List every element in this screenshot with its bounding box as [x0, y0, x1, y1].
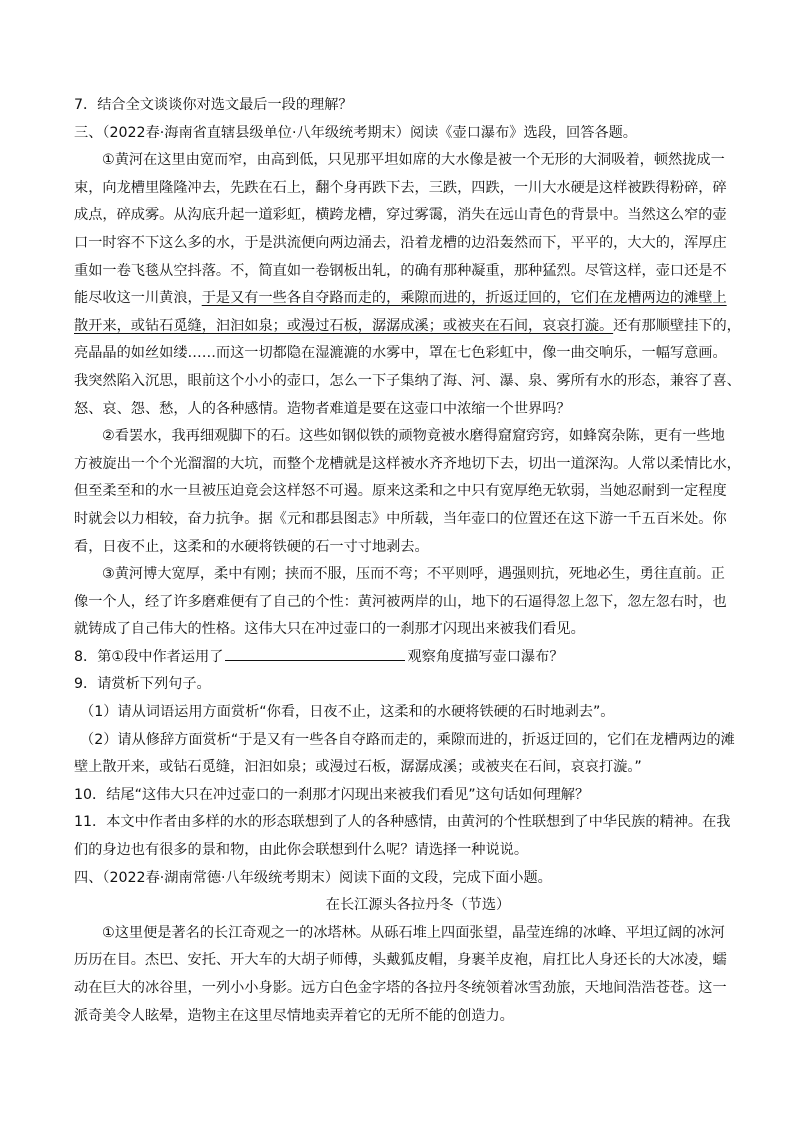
- paragraph-1-line: 亮晶晶的如丝如缕……而这一切都隐在湿漉漉的水雾中，罩在七色彩虹中，像一曲交响乐，一幅写意画。: [74, 345, 727, 362]
- passage-hukou-waterfall: [74, 147, 741, 644]
- underlined-sentence: 于是又有一些各自夺路而走的，乘隙而进的，折返迂回的，它们在龙槽两边的滩壁上: [201, 290, 727, 307]
- paragraph-1-line: [74, 285, 732, 313]
- question-8-prefix: 8．第①段中作者运用了: [74, 648, 224, 665]
- paragraph-1-line: ①黄河在这里由宽而窄，由高到低，只见那平坦如席的大水像是被一个无形的大洞吸着，顿然拢成一: [102, 152, 725, 169]
- paragraph-2-line: 但至柔至和的水一旦被压迫竟会这样怒不可遏。原来这柔和之中只有宽厚绝无软弱，当她忍耐到一定程度: [74, 483, 727, 500]
- question-10: 10．结尾“这伟大只在冲过壶口的一刹那才闪现出来被我们看见”这句话如何理解？: [74, 786, 590, 803]
- question-9: 9．请赏析下列句子。: [74, 676, 211, 693]
- paragraph-2-line: 看，日夜不止，这柔和的水硬将铁硬的石一寸寸地剥去。: [74, 538, 429, 555]
- paragraph-1-line: 成点，碎成雾。从沟底升起一道彩虹，横跨龙槽，穿过雾霭，消失在远山青色的背景中。当然这么窄的壶: [74, 207, 727, 224]
- plain-text: 还有那顺壁挂下的，: [613, 317, 741, 334]
- paragraph-3-line: 就铸成了自己伟大的性格。这伟大只在冲过壶口的一刹那才闪现出来被我们看见。: [74, 621, 585, 638]
- paragraph-3-line: ③黄河博大宽厚，柔中有刚；挟而不服，压而不弯；不平则呼，遇强则抗，死地必生，勇往直前。正: [102, 566, 725, 583]
- paragraph-1-line: [74, 313, 741, 341]
- plain-text: 能尽收这一川黄浪，: [74, 290, 202, 307]
- question-7: 7．结合全文谈谈你对选文最后一段的理解？: [74, 97, 353, 113]
- question-8-suffix: 观察角度描写壶口瀑布？: [407, 648, 564, 665]
- section-4-line: 历历在目。杰巴、安托、开大车的大胡子师傅，头戴狐皮帽，身裹羊皮袍，肩扛比人身还长的大冰凌，蠕: [74, 952, 727, 969]
- section-4-line: 动在巨大的冰谷里，一列小小身影。远方白色金字塔的各拉丹冬统领着冰雪劲旅，天地间浩浩苍苍。这一: [74, 980, 727, 996]
- paragraph-1-line: 口一时容不下这么多的水，于是洪流便向两边涌去，沿着龙槽的边沿轰然而下，平平的，大大的，浑厚庄: [74, 234, 727, 251]
- underlined-sentence: 散开来，或钻石觅缝，汩汩如泉；或漫过石板，潺潺成溪；或被夹在石间，哀哀打漩。: [74, 317, 614, 334]
- paragraph-3-line: 像一个人，经了许多磨难便有了自己的个性：黄河被两岸的山，地下的石逼得忽上忽下，忽左忽右时，也: [74, 593, 727, 610]
- answer-blank[interactable]: [225, 646, 405, 661]
- question-11: 11．本文中作者由多样的水的形态联想到了人的各种感情，由黄河的个性联想到了中华民族的精神。在我: [74, 814, 731, 831]
- question-8: [74, 644, 732, 672]
- question-9-2-cont: 壁上散开来，或钻石觅缝，汩汩如泉；或漫过石板，潺潺成溪；或被夹在石间，哀哀打漩。”: [74, 759, 642, 776]
- question-9-2: （2）请从修辞方面赏析“于是又有一些各自夺路而走的，乘隙而进的，折返迂回的，它们在龙槽两边的滩: [80, 731, 735, 748]
- question-9-1: （1）请从词语运用方面赏析“你看，日夜不止，这柔和的水硬将铁硬的石时地剥去”。: [80, 704, 615, 721]
- paragraph-2-line: 时就会以力相较，奋力抗争。据《元和郡县图志》中所载，当年壶口的位置还在这下游一千五百米处。你: [74, 510, 727, 527]
- paragraph-1-line: 怒、哀、怨、愁，人的各种感情。造物者难道是要在这壶口中浓缩一个世界吗？: [74, 400, 571, 417]
- paragraph-1-line: 束，向龙槽里隆隆冲去，先跌在石上，翻个身再跌下去，三跌，四跌，一川大水硬是这样被跌得粉碎，碎: [74, 179, 727, 196]
- paragraph-2-line: ②看罢水，我再细观脚下的石。这些如钢似铁的顽物竟被水磨得窟窟窍窍，如蜂窝杂陈，更有一些地: [102, 428, 725, 445]
- section-4-line: ①这里便是著名的长江奇观之一的冰塔林。从砾石堆上四面张望，晶莹连绵的冰峰、平坦辽阔的冰河: [102, 924, 725, 941]
- paragraph-1-line: 我突然陷入沉思，眼前这个小小的壶口，怎么一下子集纳了海、河、瀑、泉、雾所有水的形态，兼容了喜、: [74, 372, 741, 389]
- section-4-line: 派奇美令人眩晕，造物主在这里尽情地卖弄着它的无所不能的创造力。: [74, 1007, 514, 1024]
- section-4-title: 在长江源头各拉丹冬（节选）: [325, 897, 511, 914]
- section-4-heading: 四、（2022春·湖南常德·八年级统考期末）阅读下面的文段，完成下面小题。: [74, 869, 552, 886]
- paragraph-1-line: 重如一卷飞毯从空抖落。不，简直如一卷钢板出轧，的确有那种凝重，那种猛烈。尽管这样，壶口还是不: [74, 262, 727, 279]
- question-11-cont: 们的身边也有很多的景和物，由此你会联想到什么呢？请选择一种说说。: [74, 842, 529, 859]
- section-3-heading: 三、（2022春·海南省直辖县级单位·八年级统考期末）阅读《壶口瀑布》选段，回答各题。: [74, 124, 637, 141]
- document-content: [74, 92, 741, 1030]
- paragraph-2-line: 方被旋出一个个光溜溜的大坑，而整个龙槽就是这样被水齐齐地切下去，切出一道深沟。人常以柔情比水，: [74, 455, 741, 472]
